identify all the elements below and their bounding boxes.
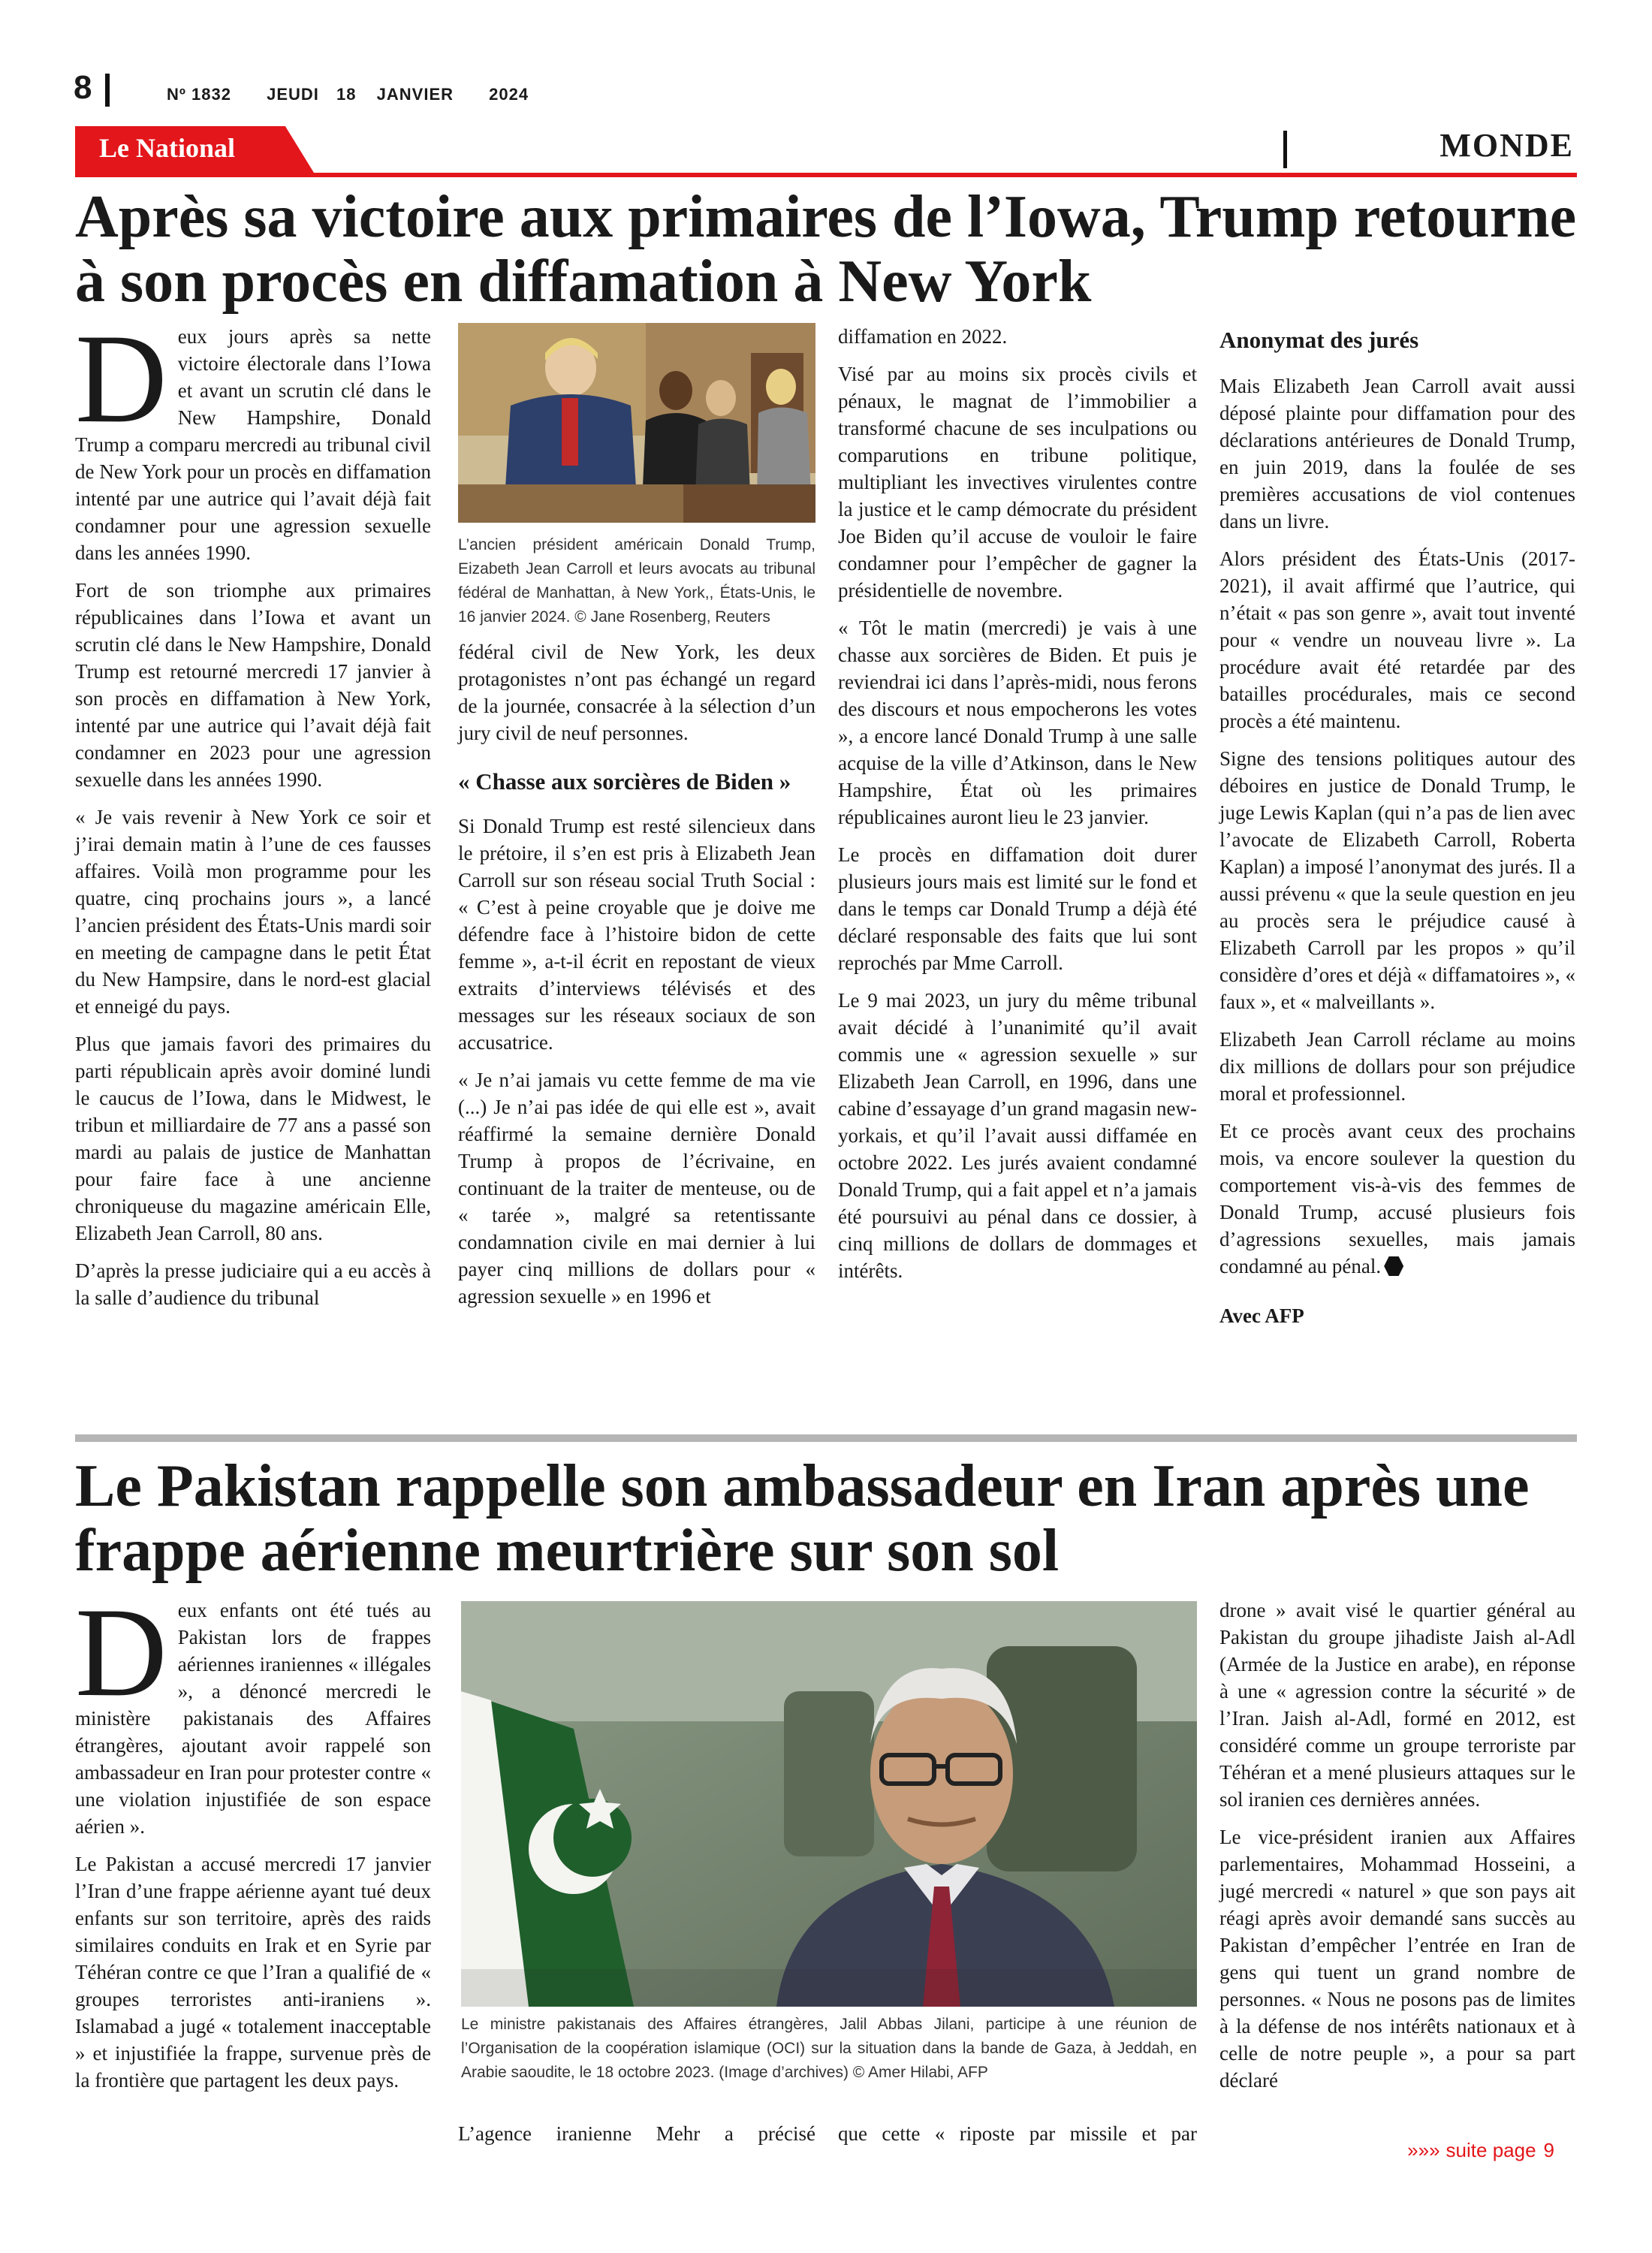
article1-paragraph: diffamation en 2022.	[838, 325, 1008, 348]
article1-column-2-text	[458, 638, 815, 1310]
article1-credit: Avec AFP	[1219, 1304, 1304, 1327]
article2-paragraph: Le vice-président iranien aux Affaires parlementaires, Mohammad Hosseini, a jugé mercredi « naturel » que son pays ait réagi après avoir demandé sans succès au Pakistan d’empêcher l’entrée en Iran de gens qui tuent un grand nombre de personnes. « Nous ne posons pas de limites à la défense de nos intérêts nationaux et à celle de notre peuple », a pour sa part déclaré	[1219, 1826, 1575, 2092]
article1-paragraph: Alors président des États-Unis (2017-2021), il avait affirmé que l’autrice, qui n’était « pas son genre », avait tout inventé pour « vendre un nouveau livre ». La procédure avait été retardée par des batailles procédurales, mais ce second procès a été maintenu.	[1219, 547, 1575, 732]
article1-headline: Après sa victoire aux primaires de l’Iowa, Trump retourne à son procès en diffamation à New York	[75, 184, 1577, 315]
page-number: 8	[74, 69, 92, 106]
article1-subheading: « Chasse aux sorcières de Biden »	[458, 768, 791, 795]
article1-column-4	[1219, 323, 1575, 1340]
article1-column-2	[458, 323, 815, 1320]
article2-headline: Le Pakistan rappelle son ambassadeur en Iran après une frappe aérienne meurtrière sur son sol	[75, 1453, 1530, 1584]
article1-paragraph: Plus que jamais favori des primaires du parti républicain après avoir dominé lundi le caucus de l’Iowa, dans le Midwest, le tribun et milliardaire de 77 ans a passé son mardi au palais de justice de Manhattan pour faire face à une ancienne chroniqueuse du magazine américain Elle, Elizabeth Jean Carroll, 80 ans.	[75, 1033, 431, 1244]
article1-paragraph: « Je vais revenir à New York ce soir et j’irai demain matin à l’une de ces fausses affaires. Voilà mon programme pour les quatre, cinq prochains jours », a lancé l’ancien président des États-Unis mardi soir en meeting de campagne dans le petit État du New Hampsire, dans le nord-est glacial et enneigé du pays.	[75, 806, 431, 1018]
issue-date-day: 18	[336, 85, 357, 104]
continued-on-link[interactable]	[1407, 2139, 1554, 2162]
article-divider	[75, 1434, 1577, 1442]
article1-paragraph: fédéral civil de New York, les deux protagonistes n’ont pas échangé un regard de la journée, consacrée à la sélection d’un jury civil de neuf personnes.	[458, 641, 815, 744]
article1-subheading: Anonymat des jurés	[1219, 327, 1419, 353]
article1-column-3	[838, 323, 1197, 1295]
issue-month: JANVIER	[376, 85, 454, 104]
issue-info	[167, 85, 559, 104]
courtroom-sketch-photo	[458, 323, 815, 523]
article1-paragraph: Signe des tensions politiques autour des déboires en justice de Donald Trump, le juge Lewis Kaplan (qui n’a pas de lien avec l’avocate de Elizabeth Carroll, Roberta Kaplan) a imposé l’anonymat des jurés. Il a aussi prévenu « que la seule question en jeu au procès sera le préjudice causé à Elizabeth Carroll par les propos » qu’il considère d’ores et déjà « diffamatoires », « faux », et « malveillants ».	[1219, 747, 1575, 1013]
page-number-divider	[105, 74, 110, 107]
article1-dropcap: D	[75, 308, 167, 449]
article1-photo-caption: L’ancien président américain Donald Trump, Eizabeth Jean Carroll et leurs avocats au tribunal fédéral de Manhattan, à New York,, États-Unis, le 16 janvier 2024. © Jane Rosenberg, Reuters	[458, 536, 815, 626]
continued-page-number: 9	[1543, 2139, 1554, 2161]
article2-paragraph: L’agence iranienne Mehr a précisé	[458, 2122, 815, 2145]
article2-dropcap: D	[75, 1582, 167, 1723]
continued-arrows-icon: »»»	[1407, 2139, 1440, 2161]
article1-paragraph: eux jours après sa nette victoire électorale dans l’Iowa et avant un scrutin clé dans le New Hampshire, Donald Trump a comparu mercredi au tribunal civil de New York pour un procès en diffamation intenté par une autrice qui l’avait déjà fait condamner pour une agression sexuelle dans les années 1990.	[75, 325, 431, 564]
article2-paragraph: drone » avait visé le quartier général au Pakistan du groupe jihadiste Jaish al-Adl (Armée de la Justice en arabe), en réponse à une « agression contre la sécurité » de l’Iran. Jaish al-Adl, formé en 2012, est considéré comme un groupe terroriste par Téhéran et a mené plusieurs attaques sur le sol iranien ces dernières années.	[1219, 1599, 1575, 1811]
article1-column-1	[75, 308, 431, 1322]
article1-paragraph: Le procès en diffamation doit durer plusieurs jours mais est limité sur le fond et dans le temps car Donald Trump a déjà été déclaré responsable des faits que lui sont reprochés par Mme Carroll.	[838, 843, 1197, 974]
article2-column-3	[838, 2120, 1197, 2158]
article1-paragraph: D’après la presse judiciaire qui a eu accès à la salle d’audience du tribunal	[75, 1259, 431, 1309]
issue-number: Nº 1832	[167, 85, 231, 104]
brand-logo: Le National	[99, 133, 236, 163]
article1-paragraph: « Je n’ai jamais vu cette femme de ma vie (...) Je n’ai pas idée de qui elle est », avait réaffirmé la semaine dernière Donald Trump à propos de l’écrivaine, en continuant de la traiter de menteuse, ou de « tarée », malgré sa retentissante condamnation civile en mai dernier à lui payer cinq millions de dollars pour « agression sexuelle » en 1996 et	[458, 1069, 815, 1307]
article2-column-1	[75, 1582, 431, 2104]
article1-paragraph: Elizabeth Jean Carroll réclame au moins dix millions de dollars pour son préjudice moral et professionnel.	[1219, 1028, 1575, 1105]
article1-paragraph: Et ce procès avant ceux des prochains mois, va encore soulever la question du comportement vis-à-vis des femmes de Donald Trump, accusé plusieurs fois d’agressions sexuelles, mais jamais condamné au pénal.	[1219, 1120, 1575, 1277]
article2-column-4	[1219, 1597, 1575, 2104]
minister-photo	[461, 1601, 1197, 2007]
article2-paragraph: eux enfants ont été tués au Pakistan lors de frappes aériennes iraniennes « illégales », a dénoncé mercredi le ministère pakistanais des Affaires étrangères, ajoutant avoir rappelé son ambassadeur en Iran pour protester contre « une violation injustifiée de son espace aérien ».	[75, 1599, 431, 1838]
header-rule	[75, 173, 1577, 177]
article1-paragraph: Fort de son triomphe aux primaires républicaines dans l’Iowa et avant un scrutin clé dans le New Hampshire, Donald Trump est retourné mercredi 17 janvier à son procès en diffamation à New York, intenté par une autrice qui l’avait déjà fait condamner en 2023 pour une agression sexuelle dans les années 1990.	[75, 579, 431, 791]
article1-paragraph: Si Donald Trump est resté silencieux dans le prétoire, il s’en est pris à Elizabeth Jean Carroll sur son réseau social Truth Social : « C’est à peine croyable que je doive me défendre face à l’histoire bidon de cette femme », a-t-il écrit en repostant de vieux extraits d’interviews télévisés et des messages sur les réseaux sociaux de son accusatrice.	[458, 815, 815, 1054]
issue-year: 2024	[489, 85, 529, 104]
section-divider	[1283, 131, 1287, 168]
article1-paragraph: Le 9 mai 2023, un jury du même tribunal avait décidé à l’unanimité qu’il avait commis une « agression sexuelle » sur Elizabeth Jean Carroll, en 1996, dans une cabine d’essayage d’un grand magasin new-yorkais, et qu’il l’avait aussi diffamée en octobre 2022. Les jurés avaient condamné Donald Trump, qui a fait appel et n’a jamais été poursuivi au pénal dans ce dossier, à cinq millions de dollars de dommages et intérêts.	[838, 989, 1197, 1282]
end-of-article-icon	[1384, 1256, 1403, 1276]
article1-paragraph: Visé par au moins six procès civils et pénaux, le magnat de l’immobilier a transformé chacune de ses inculpations ou comparutions en tribune politique, multipliant les invectives virulentes contre la justice et le camp démocrate du président Joe Biden qu’il accuse de vouloir le faire condamner pour l’empêcher de gagner la présidentielle de novembre.	[838, 363, 1197, 602]
continued-label: suite page	[1446, 2139, 1536, 2161]
article2-paragraph: Le Pakistan a accusé mercredi 17 janvier l’Iran d’une frappe aérienne ayant tué deux enfants sur son territoire, après des raids similaires conduits en Irak et en Syrie par Téhéran contre ce que l’Iran a qualifié de « groupes terroristes anti-iraniens ». Islamabad a jugé « totalement inacceptable » et injustifiée la frappe, survenue près de la frontière que partagent les deux pays.	[75, 1853, 431, 2092]
article2-photo-caption: Le ministre pakistanais des Affaires étrangères, Jalil Abbas Jilani, participe à une réunion de l’Organisation de la coopération islamique (OCI) sur la situation dans la bande de Gaza, à Jeddah, en Arabie saoudite, le 18 octobre 2023. (Image d’archives) © Amer Hilabi, AFP	[461, 2016, 1197, 2081]
issue-day: JEUDI	[267, 85, 319, 104]
article2-paragraph: que cette « riposte par missile et par	[838, 2122, 1197, 2145]
article2-column-2	[458, 2120, 815, 2158]
article2-photo-block	[461, 1601, 1197, 2085]
article1-paragraph: Mais Elizabeth Jean Carroll avait aussi déposé plainte pour diffamation pour des déclarations antérieures de Donald Trump, en juin 2019, dans la foulée de ses premières accusations de viol contenues dans un livre.	[1219, 375, 1575, 532]
section-title: MONDE	[1439, 127, 1574, 164]
article1-paragraph: « Tôt le matin (mercredi) je vais à une chasse aux sorcières de Biden. Et puis je reviendrai ici dans l’après-midi, nous ferons des discours et nous empocherons les votes », a encore lancé Donald Trump à une salle acquise de la ville d’Atkinson, dans le New Hampshire, État où les primaires républicaines auront lieu le 23 janvier.	[838, 617, 1197, 828]
